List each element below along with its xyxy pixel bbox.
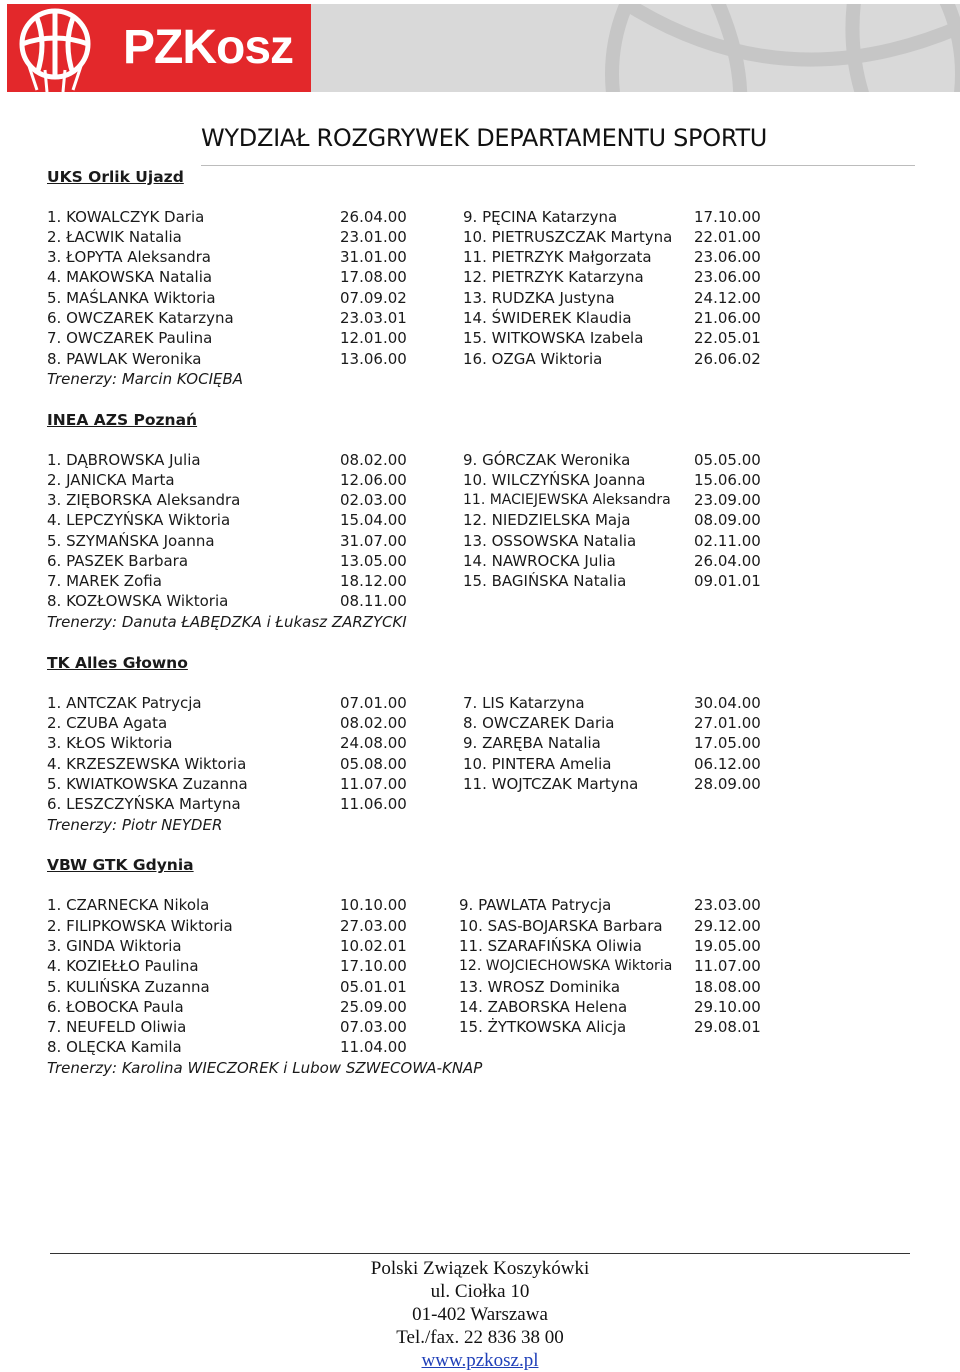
birth-date: 17.05.00 bbox=[694, 734, 761, 752]
birth-date: 13.06.00 bbox=[340, 350, 407, 368]
birth-date: 05.08.00 bbox=[340, 755, 407, 773]
roster-name: 14. NAWROCKA Julia bbox=[463, 552, 616, 570]
roster-name: 7. OWCZAREK Paulina bbox=[47, 329, 213, 347]
birth-date: 26.04.00 bbox=[340, 208, 407, 226]
birth-date: 02.03.00 bbox=[340, 491, 407, 509]
roster-name: 1. CZARNECKA Nikola bbox=[47, 896, 210, 914]
roster-name: 7. LIS Katarzyna bbox=[463, 694, 585, 712]
roster-name: 4. KRZESZEWSKA Wiktoria bbox=[47, 755, 247, 773]
birth-date: 12.06.00 bbox=[340, 471, 407, 489]
birth-date: 17.10.00 bbox=[694, 208, 761, 226]
roster-name: 12. NIEDZIELSKA Maja bbox=[463, 511, 631, 529]
team-name: INEA AZS Poznań bbox=[47, 411, 198, 429]
roster-name: 7. NEUFELD Oliwia bbox=[47, 1018, 187, 1036]
roster-name: 3. ZIĘBORSKA Aleksandra bbox=[47, 491, 241, 509]
roster-name: 5. KWIATKOWSKA Zuzanna bbox=[47, 775, 248, 793]
birth-date: 24.12.00 bbox=[694, 289, 761, 307]
footer-website-row bbox=[0, 1350, 960, 1372]
roster-name: 2. ŁACWIK Natalia bbox=[47, 228, 182, 246]
birth-date: 18.12.00 bbox=[340, 572, 407, 590]
birth-date: 22.05.01 bbox=[694, 329, 761, 347]
roster-name: 7. MAREK Zofia bbox=[47, 572, 162, 590]
roster-name: 2. JANICKA Marta bbox=[47, 471, 175, 489]
roster-name: 5. KULIŃSKA Zuzanna bbox=[47, 978, 210, 996]
birth-date: 11.06.00 bbox=[340, 795, 407, 813]
birth-date: 06.12.00 bbox=[694, 755, 761, 773]
roster-name: 6. OWCZAREK Katarzyna bbox=[47, 309, 234, 327]
birth-date: 30.04.00 bbox=[694, 694, 761, 712]
title-divider bbox=[201, 165, 915, 166]
coach-line: Trenerzy: Danuta ŁABĘDZKA i Łukasz ZARZYCKI bbox=[47, 613, 407, 631]
birth-date: 07.09.02 bbox=[340, 289, 407, 307]
roster-name: 12. WOJCIECHOWSKA Wiktoria bbox=[459, 958, 673, 974]
roster-name: 10. PIETRUSZCZAK Martyna bbox=[463, 228, 673, 246]
footer-divider bbox=[50, 1253, 910, 1254]
birth-date: 29.10.00 bbox=[694, 998, 761, 1016]
birth-date: 27.03.00 bbox=[340, 917, 407, 935]
birth-date: 02.11.00 bbox=[694, 532, 761, 550]
birth-date: 27.01.00 bbox=[694, 714, 761, 732]
birth-date: 29.12.00 bbox=[694, 917, 761, 935]
birth-date: 23.09.00 bbox=[694, 491, 761, 509]
roster-name: 5. MAŚLANKA Wiktoria bbox=[47, 289, 216, 307]
roster-name: 8. OWCZAREK Daria bbox=[463, 714, 615, 732]
roster-name: 11. PIETRZYK Małgorzata bbox=[463, 248, 652, 266]
roster-name: 13. OSSOWSKA Natalia bbox=[463, 532, 637, 550]
roster-name: 6. PASZEK Barbara bbox=[47, 552, 189, 570]
roster-name: 14. ŚWIDEREK Klaudia bbox=[463, 309, 632, 327]
website-link[interactable]: www.pzkosz.pl bbox=[421, 1350, 539, 1371]
roster-name: 15. WITKOWSKA Izabela bbox=[463, 329, 644, 347]
birth-date: 29.08.01 bbox=[694, 1018, 761, 1036]
roster-name: 14. ZABORSKA Helena bbox=[459, 998, 628, 1016]
birth-date: 10.02.01 bbox=[340, 937, 407, 955]
roster-name: 2. FILIPKOWSKA Wiktoria bbox=[47, 917, 233, 935]
birth-date: 31.01.00 bbox=[340, 248, 407, 266]
roster-name: 4. KOZIEŁŁO Paulina bbox=[47, 957, 199, 975]
birth-date: 24.08.00 bbox=[340, 734, 407, 752]
birth-date: 05.01.01 bbox=[340, 978, 407, 996]
birth-date: 17.08.00 bbox=[340, 268, 407, 286]
roster-name: 9. ZARĘBA Natalia bbox=[463, 734, 601, 752]
roster-name: 2. CZUBA Agata bbox=[47, 714, 168, 732]
roster-name: 13. RUDZKA Justyna bbox=[463, 289, 615, 307]
birth-date: 07.03.00 bbox=[340, 1018, 407, 1036]
logo-wordmark: PZKosz bbox=[123, 21, 294, 74]
roster-name: 13. WROSZ Dominika bbox=[459, 978, 621, 996]
birth-date: 25.09.00 bbox=[340, 998, 407, 1016]
birth-date: 13.05.00 bbox=[340, 552, 407, 570]
birth-date: 11.07.00 bbox=[694, 957, 761, 975]
birth-date: 23.06.00 bbox=[694, 248, 761, 266]
birth-date: 26.04.00 bbox=[694, 552, 761, 570]
team-name: VBW GTK Gdynia bbox=[47, 856, 194, 874]
roster-name: 1. KOWALCZYK Daria bbox=[47, 208, 205, 226]
birth-date: 22.01.00 bbox=[694, 228, 761, 246]
birth-date: 08.09.00 bbox=[694, 511, 761, 529]
team-name: TK Alles Głowno bbox=[47, 654, 188, 672]
page-title: WYDZIAŁ ROZGRYWEK DEPARTAMENTU SPORTU bbox=[201, 124, 768, 152]
roster-name: 10. PINTERA Amelia bbox=[463, 755, 612, 773]
roster-name: 9. PAWLATA Patrycja bbox=[459, 896, 612, 914]
roster-name: 4. LEPCZYŃSKA Wiktoria bbox=[47, 511, 231, 529]
birth-date: 08.02.00 bbox=[340, 714, 407, 732]
pzkosz-logo bbox=[7, 4, 311, 92]
roster-name: 15. BAGIŃSKA Natalia bbox=[463, 572, 627, 590]
birth-date: 15.06.00 bbox=[694, 471, 761, 489]
footer-phone: Tel./fax. 22 836 38 00 bbox=[396, 1327, 564, 1348]
birth-date: 19.05.00 bbox=[694, 937, 761, 955]
footer-org: Polski Związek Koszykówki bbox=[370, 1258, 590, 1279]
roster-name: 8. KOZŁOWSKA Wiktoria bbox=[47, 592, 229, 610]
birth-date: 21.06.00 bbox=[694, 309, 761, 327]
roster-name: 6. LESZCZYŃSKA Martyna bbox=[47, 795, 241, 813]
birth-date: 23.03.00 bbox=[694, 896, 761, 914]
birth-date: 23.01.00 bbox=[340, 228, 407, 246]
birth-date: 23.06.00 bbox=[694, 268, 761, 286]
roster-name: 12. PIETRZYK Katarzyna bbox=[463, 268, 644, 286]
birth-date: 11.04.00 bbox=[340, 1038, 407, 1056]
roster-name: 10. WILCZYŃSKA Joanna bbox=[463, 471, 646, 489]
birth-date: 10.10.00 bbox=[340, 896, 407, 914]
roster-name: 9. PĘCINA Katarzyna bbox=[463, 208, 618, 226]
roster-name: 3. ŁOPYTA Aleksandra bbox=[47, 248, 211, 266]
birth-date: 31.07.00 bbox=[340, 532, 407, 550]
roster-name: 4. MAKOWSKA Natalia bbox=[47, 268, 213, 286]
roster-name: 8. OLĘCKA Kamila bbox=[47, 1038, 182, 1056]
roster-name: 11. WOJTCZAK Martyna bbox=[463, 775, 639, 793]
roster-name: 9. GÓRCZAK Weronika bbox=[463, 451, 631, 469]
coach-line: Trenerzy: Piotr NEYDER bbox=[47, 816, 223, 834]
roster-name: 1. DĄBROWSKA Julia bbox=[47, 451, 201, 469]
footer-street: ul. Ciołka 10 bbox=[430, 1281, 530, 1302]
roster-name: 1. ANTCZAK Patrycja bbox=[47, 694, 202, 712]
roster-name: 8. PAWLAK Weronika bbox=[47, 350, 202, 368]
footer-city: 01-402 Warszawa bbox=[412, 1304, 548, 1325]
basketball-watermark-icon bbox=[567, 4, 960, 92]
birth-date: 12.01.00 bbox=[340, 329, 407, 347]
birth-date: 11.07.00 bbox=[340, 775, 407, 793]
roster-name: 6. ŁOBOCKA Paula bbox=[47, 998, 184, 1016]
coach-line: Trenerzy: Karolina WIECZOREK i Lubow SZWECOWA-KNAP bbox=[47, 1059, 483, 1077]
birth-date: 05.05.00 bbox=[694, 451, 761, 469]
roster-name: 15. ŻYTKOWSKA Alicja bbox=[459, 1018, 627, 1036]
birth-date: 17.10.00 bbox=[340, 957, 407, 975]
header-banner bbox=[7, 4, 960, 92]
roster-name: 11. SZARAFIŃSKA Oliwia bbox=[459, 937, 642, 955]
birth-date: 18.08.00 bbox=[694, 978, 761, 996]
roster-name: 16. OZGA Wiktoria bbox=[463, 350, 603, 368]
birth-date: 08.02.00 bbox=[340, 451, 407, 469]
roster-name: 11. MACIEJEWSKA Aleksandra bbox=[463, 492, 671, 508]
birth-date: 23.03.01 bbox=[340, 309, 407, 327]
birth-date: 28.09.00 bbox=[694, 775, 761, 793]
birth-date: 26.06.02 bbox=[694, 350, 761, 368]
birth-date: 07.01.00 bbox=[340, 694, 407, 712]
roster-name: 10. SAS-BOJARSKA Barbara bbox=[459, 917, 663, 935]
coach-line: Trenerzy: Marcin KOCIĘBA bbox=[47, 370, 244, 388]
roster-name: 3. GINDA Wiktoria bbox=[47, 937, 182, 955]
team-name: UKS Orlik Ujazd bbox=[47, 168, 184, 186]
roster-name: 3. KŁOS Wiktoria bbox=[47, 734, 173, 752]
roster-name: 5. SZYMAŃSKA Joanna bbox=[47, 532, 215, 550]
birth-date: 15.04.00 bbox=[340, 511, 407, 529]
birth-date: 09.01.01 bbox=[694, 572, 761, 590]
birth-date: 08.11.00 bbox=[340, 592, 407, 610]
